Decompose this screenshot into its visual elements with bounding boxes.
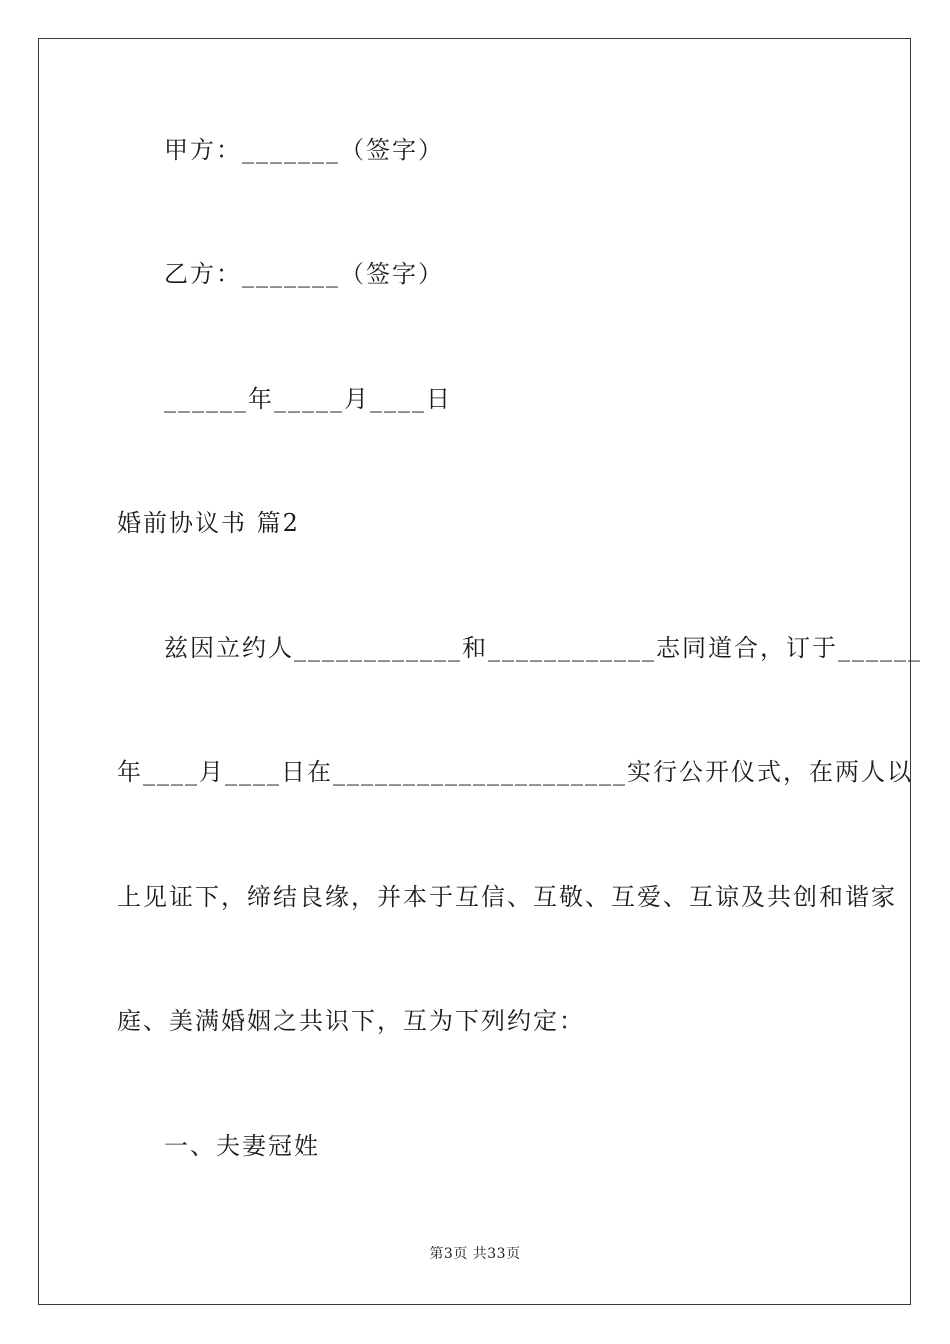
body-line-2: 年____月____日在_____________________实行公开仪式，在两人以 [117,758,913,786]
item-heading: 一、夫妻冠姓 [164,1132,320,1160]
party-a-signature-line: 甲方：_______（签字） [164,136,444,164]
body-line-3: 上见证下，缔结良缘，并本于互信、互敬、互爱、互谅及共创和谐家 [117,883,897,911]
page-border [38,38,911,1305]
body-line-4: 庭、美满婚姻之共识下，互为下列约定： [117,1007,585,1035]
date-line: ______年_____月____日 [164,385,452,413]
body-line-1: 兹因立约人____________和____________志同道合，订于______ [164,634,922,662]
page-footer: 第3页 共33页 [429,1246,521,1262]
section-title: 婚前协议书 篇2 [117,509,300,537]
party-b-signature-line: 乙方：_______（签字） [164,260,444,288]
